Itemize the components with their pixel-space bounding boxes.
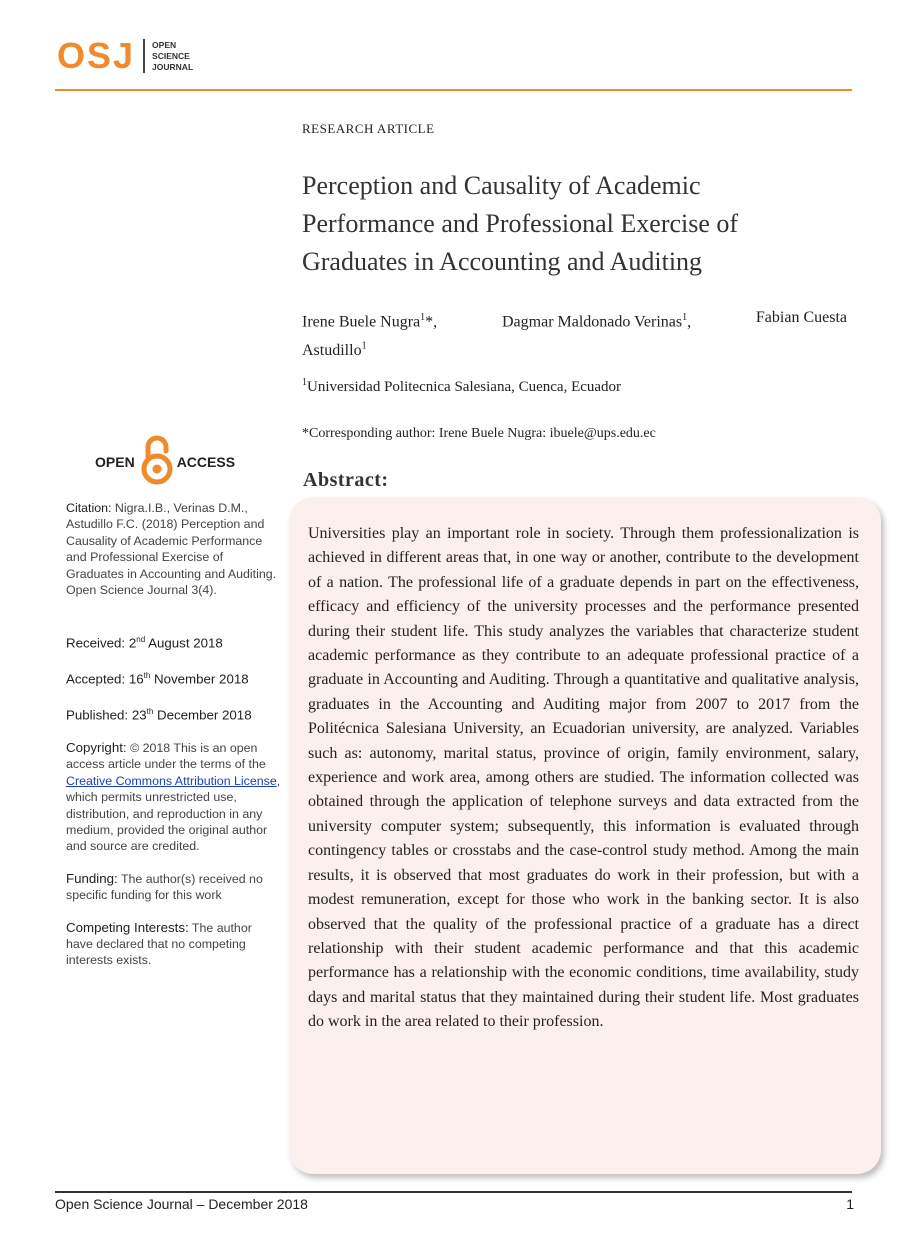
affiliation: $^1$Universidad Politecnica Salesiana, Cuenca, Ecuador [302,377,622,395]
competing-interests-text: The author have declared that no competing interests exists. [66,920,252,968]
abstract-heading: Abstract: [303,469,389,491]
corresponding-author: *Corresponding author: Irene Buele Nugra: ibuele@ups.edu.ec [302,426,656,441]
citation-label: Citation: [66,501,112,515]
copyright-text: © 2018 This is an open access article under the terms of the [66,740,266,772]
abstract-text: Universities play an important role in society. Through them professionalization is achieved in different areas that, in one way or another, contribute to the development of a nation. The professional life of a graduate depends in part on the effectiveness, efficacy and efficiency of the university processes and the performance presented during their student life. This study analyzes the variables that characterize student academic performance as they contribute to an adequate professional practice of a graduate in Accounting and Auditing. Through a quantitative and qualitative analysis, graduates in the Accounting and Auditing major from 2007 to 2017 from the Politécnica Salesiana University, an Ecuadorian university, are analyzed. Variables such as: autonomy, marital status, province of origin, family environment, salary, experience and work area, among others are studied. The information collected was obtained through the application of telephone surveys and data extracted from the university computer system; subsequently, this information is evaluated through contingency tables or crosstabs and the case-control study method. Among the main results, it is observed that most graduates do work in their profession, but with a modest remuneration, except for those who work in the banking sector. It is also observed that the quality of the professional practice of a graduate has a direct relationship with their student academic performance and that this academic performance has a relationship with the economic conditions, time availability, study days and marital status that they maintained during their student life. Most graduates do work in the area related to their profession. [308,525,859,1031]
citation-text: Nigra.I.B., Verinas D.M., Astudillo F.C. (2018) Perception and Causality of Academic Performance and Professional Exercise of Graduates in Accounting and Auditing. Open Science Journal 3(4). [66,501,277,598]
competing-interests-label: Competing Interests: [66,919,189,935]
footer-divider [55,1191,852,1193]
article-type: RESEARCH ARTICLE [302,121,435,136]
funding-label: Funding: [66,870,118,886]
open-access-badge [95,433,235,490]
title-line: Perception and Causality of Academic [302,171,701,200]
funding-text: The author(s) received no specific funding for this work [66,871,263,903]
author: Irene Buele Nugra$^1$*, [302,312,438,331]
author-continued: Astudillo$^1$ [302,340,367,359]
logo-mark: OSJ [57,35,136,76]
logo-wordmark [152,40,193,73]
author: Fabian Cuesta [755,309,847,326]
title-line: Performance and Professional Exercise of [302,209,739,238]
title-line: Graduates in Accounting and Auditing [302,247,703,276]
published-date: Published: 23th December 2018 [66,707,252,723]
article-metadata-sidebar [66,500,281,985]
logo-word: SCIENCE [152,50,190,61]
received-date: Received: 2nd August 2018 [66,635,223,651]
logo-word: OPEN [152,39,177,50]
logo-word: JOURNAL [152,61,194,72]
copyright-text-end: , which permits unrestricted use, distribution, and reproduction in any medium, provided the original author and source are credited. [66,773,281,854]
header-divider [55,89,852,91]
creative-commons-license-link[interactable]: Creative Commons Attribution License [66,773,277,788]
page-number: 1 [846,1196,854,1212]
open-access-lock-icon [139,433,175,490]
copyright [66,740,281,855]
footer-journal-date: Open Science Journal – December 2018 [55,1196,308,1212]
open-access-left-text: OPEN [95,453,135,470]
open-access-right-text: ACCESS [176,453,236,470]
author: Dagmar Maldonado Verinas$^1$, [501,312,692,331]
funding [66,871,281,904]
accepted-date: Accepted: 16th November 2018 [66,671,249,687]
logo-separator [143,39,145,73]
article-title [302,167,842,281]
author-list [302,306,847,363]
journal-logo [57,35,194,76]
citation [66,500,281,598]
copyright-label: Copyright: [66,739,127,755]
competing-interests [66,920,281,969]
